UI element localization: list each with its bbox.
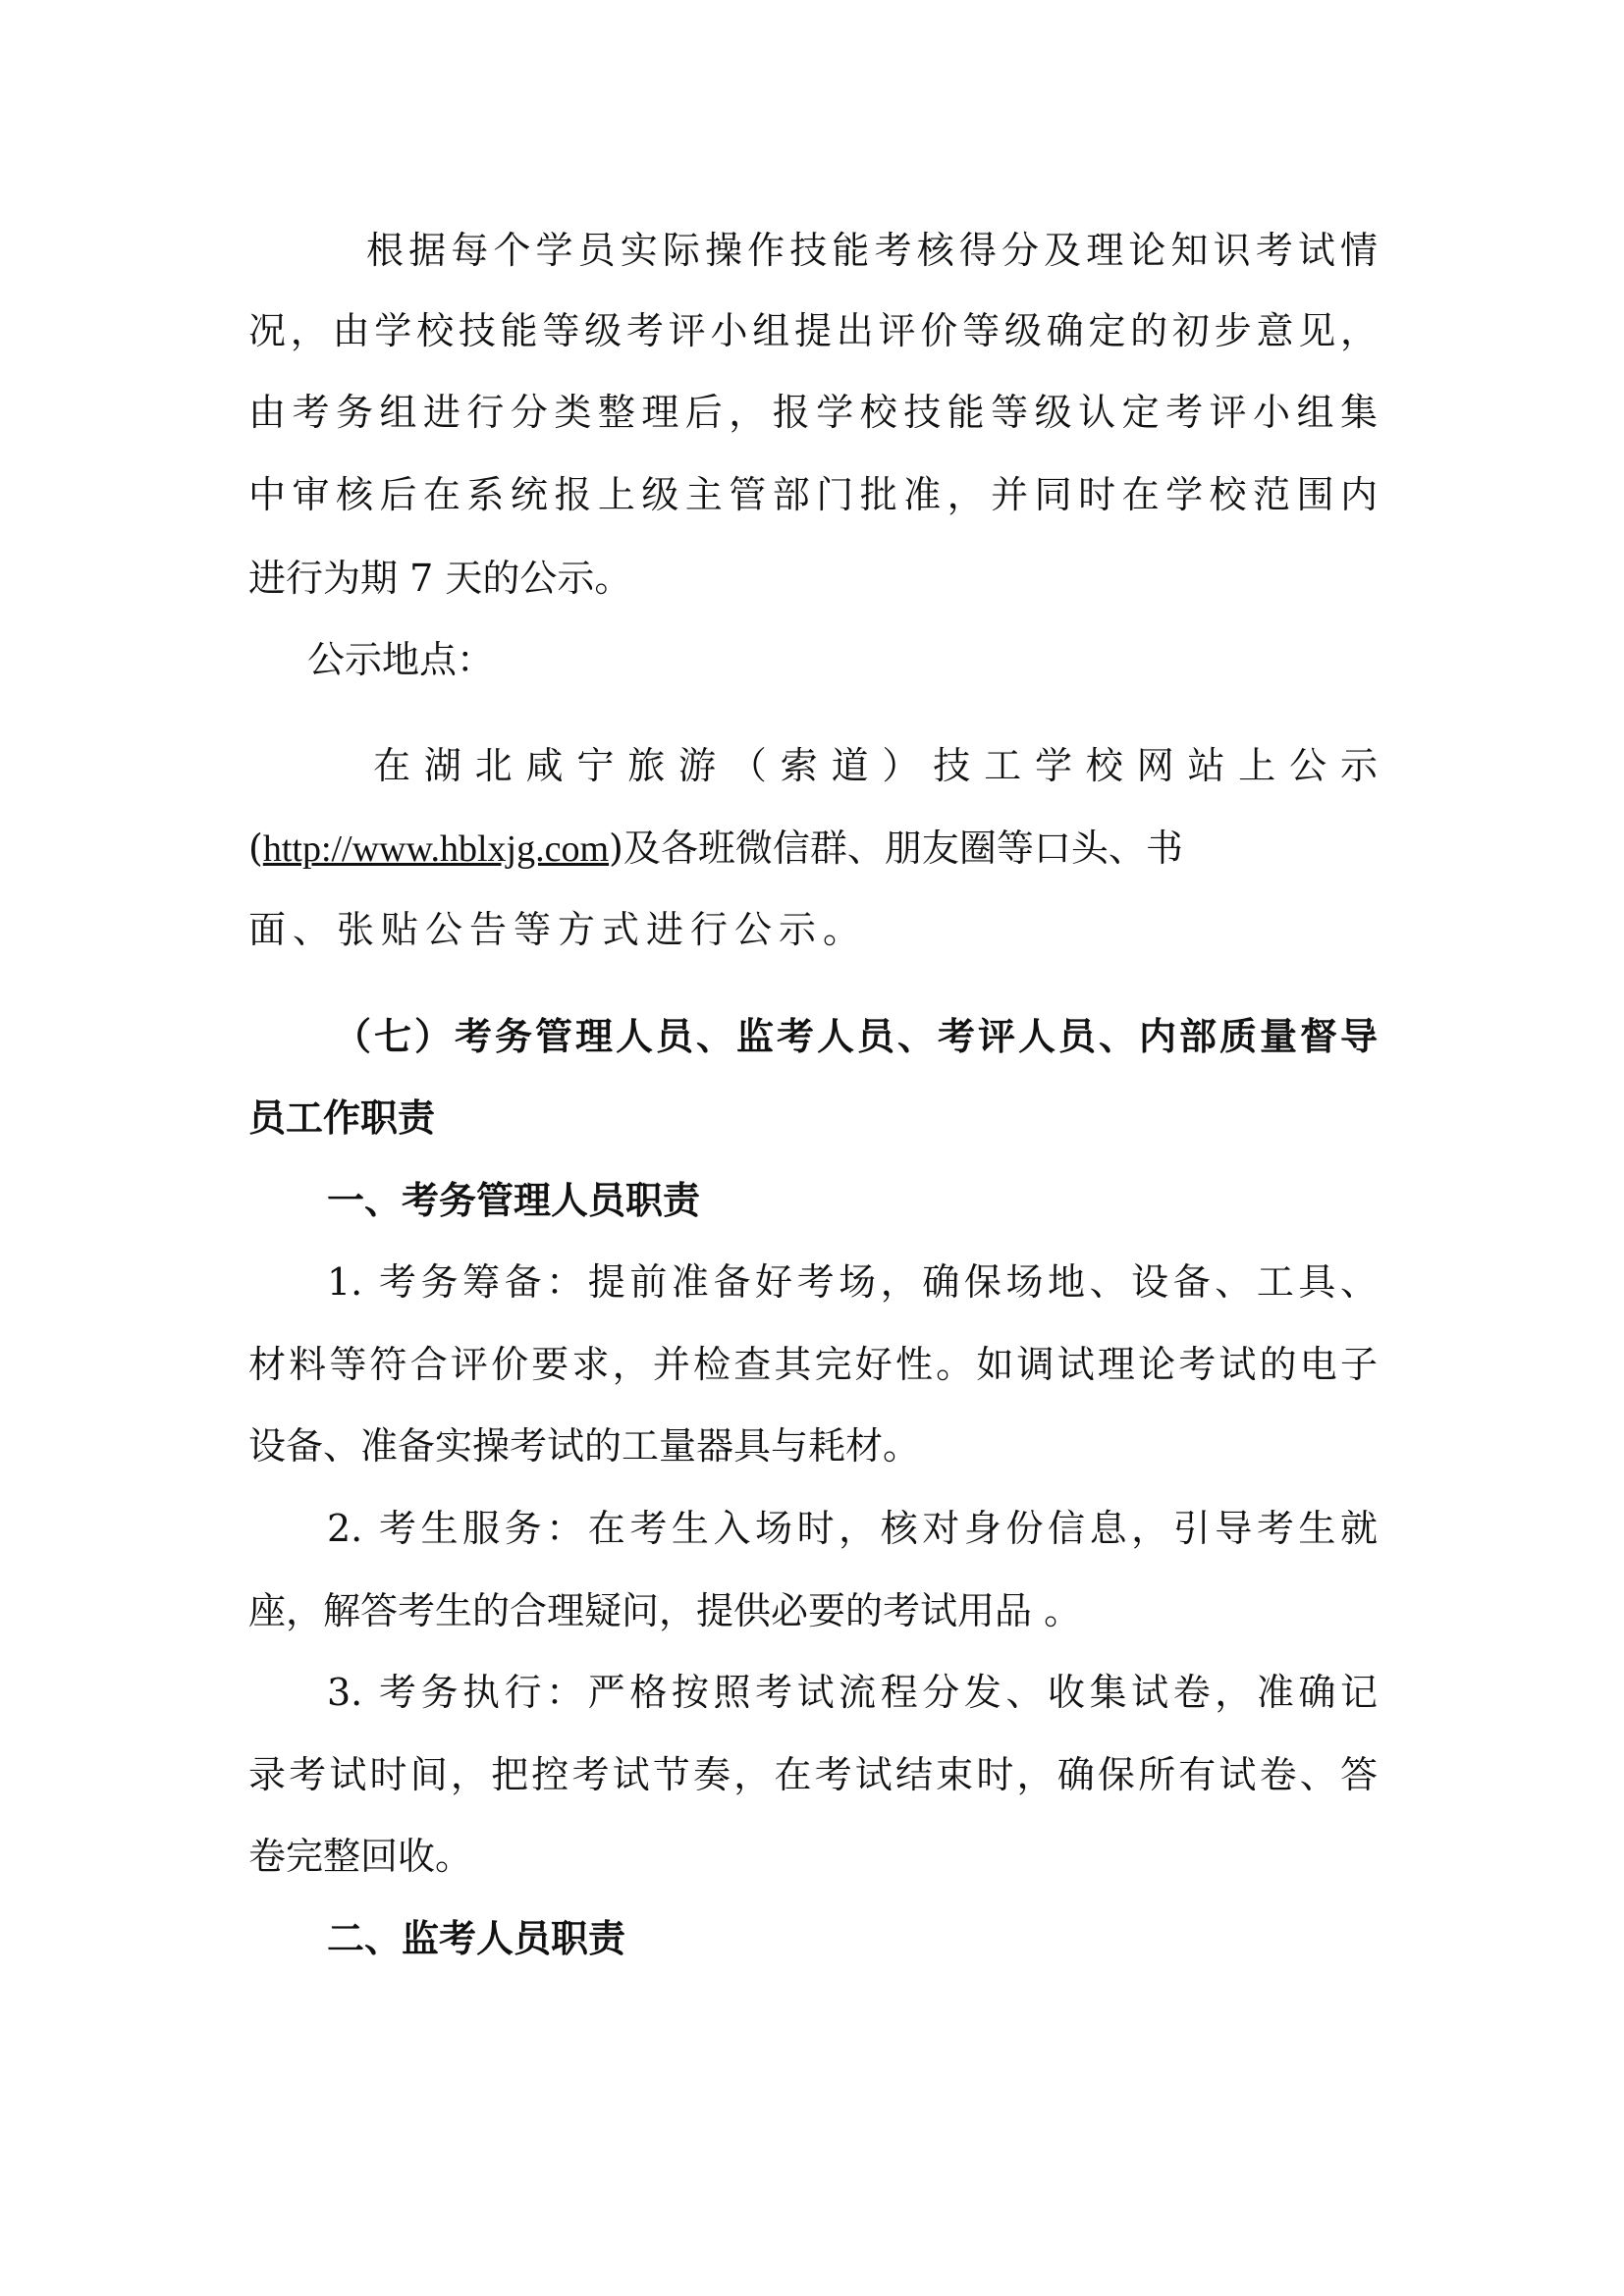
list-item-line: 座，解答考生的合理疑问，提供必要的考试用品 。 [248,1589,1082,1632]
paragraph-line-with-link [248,825,1378,873]
paragraph-line: 中审核后在系统报上级主管部门批准，并同时在学校范围内 [248,473,1378,516]
list-item-line: 录考试时间，把控考试节奏，在考试结束时，确保所有试卷、答 [248,1753,1378,1796]
list-item-line: 2. 考生服务：在考生入场时，核对身份信息，引导考生就 [327,1507,1378,1550]
paragraph-line: 况，由学校技能等级考评小组提出评价等级确定的初步意见， [248,309,1378,352]
paragraph-line: 进行为期 7 天的公示。 [248,557,632,600]
list-item-line: 材料等符合评价要求，并检查其完好性。如调试理论考试的电子 [248,1343,1378,1386]
paragraph-text: )及各班微信群、朋友圈等口头、书 [609,827,1183,870]
paragraph-line: 由考务组进行分类整理后，报学校技能等级认定考评小组集 [248,391,1378,434]
list-item-line: 1. 考务筹备：提前准备好考场，确保场地、设备、工具、 [327,1260,1378,1304]
list-item-line: 设备、准备实操考试的工量器具与耗材。 [248,1424,921,1468]
paragraph-line: 根据每个学员实际操作技能考核得分及理论知识考试情 [366,229,1378,272]
location-label: 公示地点： [307,638,495,681]
website-link[interactable]: http://www.hblxjg.com [262,828,610,870]
section-heading: （七）考务管理人员、监考人员、考评人员、内部质量督导 [334,1014,1378,1058]
list-item-line: 3. 考务执行：严格按照考试流程分发、收集试卷，准确记 [327,1671,1378,1714]
paragraph-line: 面、张贴公告等方式进行公示。 [248,908,868,951]
paren-open: ( [248,827,263,870]
list-item-line: 卷完整回收。 [248,1835,473,1878]
section-heading: 员工作职责 [248,1095,436,1140]
subsection-title: 一、考务管理人员职责 [327,1178,701,1222]
subsection-title: 二、监考人员职责 [327,1916,626,1960]
paragraph-line: 在湖北咸宁旅游（索道）技工学校网站上公示 [373,744,1378,787]
